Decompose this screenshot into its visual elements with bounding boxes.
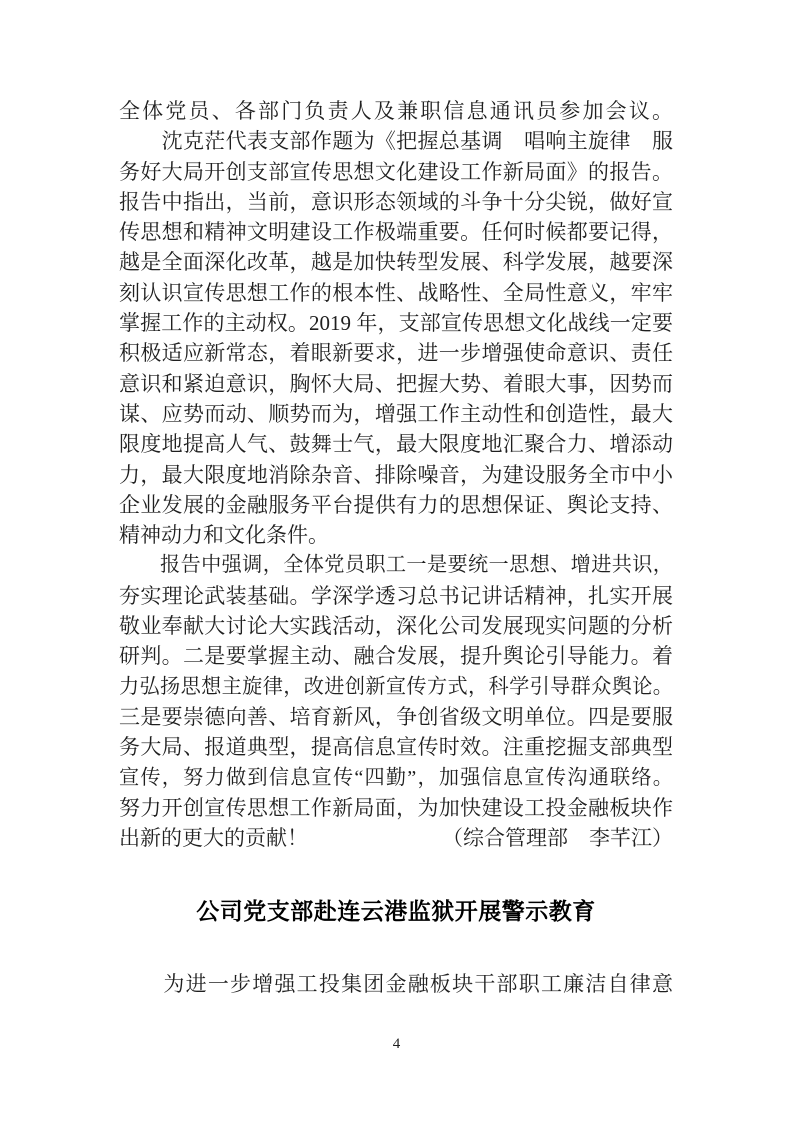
text-line: 意识和紧迫意识，胸怀大局、把握大势、着眼大事，因势而 (119, 371, 673, 396)
text-line: 积极适应新常态，着眼新要求，进一步增强使命意识、责任 (119, 341, 673, 366)
article-opening-line: 为进一步增强工投集团金融板块干部职工廉洁自律意 (119, 972, 673, 997)
author-byline: （综合管理部 李芊江） (442, 826, 673, 851)
text-line: 全体党员、各部门负责人及兼职信息通讯员参加会议。 (119, 99, 673, 123)
text-line: 夯实理论武装基础。学深学透习总书记讲话精神，扎实开展 (119, 583, 673, 608)
page-number: 4 (392, 1036, 401, 1052)
text-line: 敬业奉献大讨论大实践活动，深化公司发展现实问题的分析 (119, 614, 673, 639)
paragraph-end-line: 精神动力和文化条件。 (119, 523, 329, 548)
article-title: 公司党支部赴连云港监狱开展警示教育 (196, 898, 596, 925)
text-line: 越是全面深化改革，越是加快转型发展、科学发展，越要深 (119, 250, 673, 275)
text-line: 务好大局开创支部宣传思想文化建设工作新局面》的报告。 (119, 159, 673, 184)
text-line: 研判。二是要掌握主动、融合发展，提升舆论引导能力。着 (119, 644, 673, 669)
text-line: 报告中指出，当前，意识形态领域的斗争十分尖锐，做好宣 (119, 189, 673, 214)
closing-text: 出新的更大的贡献！ (119, 826, 308, 851)
text-line: 三是要崇德向善、培育新风，争创省级文明单位。四是要服 (119, 704, 673, 729)
text-line: 限度地提高人气、鼓舞士气，最大限度地汇聚合力、增添动 (119, 432, 673, 457)
warning-education-article-body (119, 969, 673, 999)
text-line: 宣传，努力做到信息宣传“四勤”，加强信息宣传沟通联络。 (119, 766, 673, 789)
text-line: 报告中强调，全体党员职工一是要统一思想、增进共识， (119, 554, 673, 577)
report-article-body (119, 96, 673, 853)
text-line: 力，最大限度地消除杂音、排除噪音，为建设服务全市中小 (119, 462, 673, 487)
text-line: 掌握工作的主动权。2019 年，支部宣传思想文化战线一定要 (119, 311, 673, 336)
text-line: 传思想和精神文明建设工作极端重要。任何时候都要记得， (119, 220, 673, 245)
text-line: 企业发展的金融服务平台提供有力的思想保证、舆论支持、 (119, 492, 673, 517)
text-line: 刻认识宣传思想工作的根本性、战略性、全局性意义，牢牢 (119, 280, 673, 305)
text-line: 务大局、报道典型，提高信息宣传时效。注重挖掘支部典型 (119, 735, 673, 760)
text-line: 沈克茫代表支部作题为《把握总基调 唱响主旋律 服 (119, 129, 673, 154)
text-line: 努力开创宣传思想工作新局面，为加快建设工投金融板块作 (119, 795, 673, 820)
text-line: 谋、应势而动、顺势而为，增强工作主动性和创造性，最大 (119, 401, 673, 426)
text-line: 力弘扬思想主旋律，改进创新宣传方式，科学引导群众舆论。 (119, 675, 673, 698)
closing-line (119, 823, 673, 853)
